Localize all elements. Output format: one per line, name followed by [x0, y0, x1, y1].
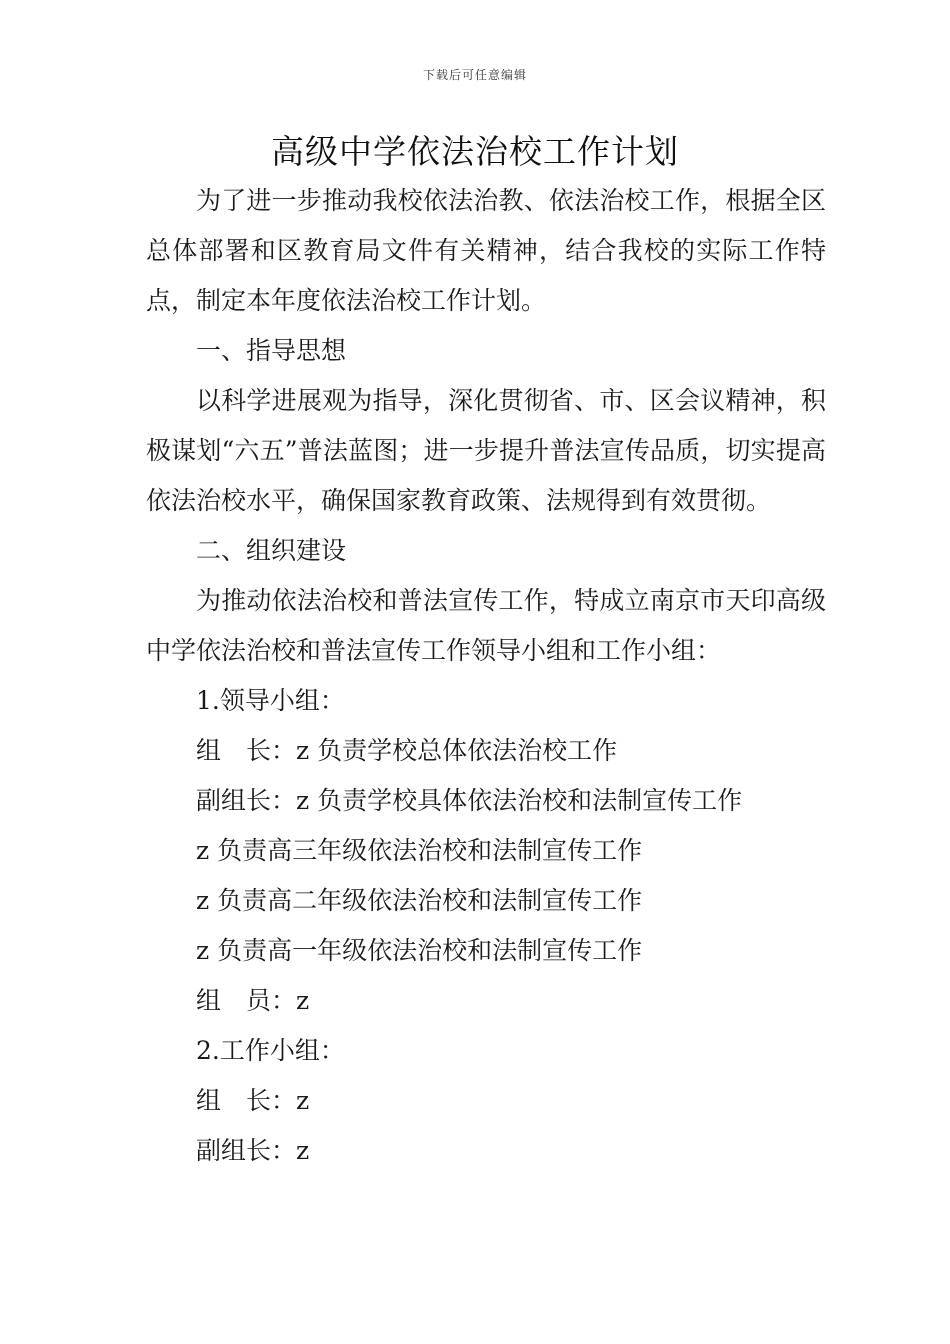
list-item: 组 长：z 负责学校总体依法治校工作: [196, 736, 618, 765]
list-item: 组 员：z: [196, 986, 310, 1015]
list-item: 1.领导小组：: [196, 686, 345, 715]
organization-paragraph: 为推动依法治校和普法宣传工作，特成立南京市天印高级中学依法治校和普法宣传工作领导小组和工作小组：: [146, 586, 826, 665]
intro-paragraph: 为了进一步推动我校依法治教、依法治校工作，根据全区总体部署和区教育局文件有关精神，结合我校的实际工作特点，制定本年度依法治校工作计划。: [146, 186, 826, 315]
section-heading-guiding-ideology: 一、指导思想: [196, 336, 347, 365]
list-item: 副组长：z 负责学校具体依法治校和法制宣传工作: [196, 786, 743, 815]
list-item: 组 长：z: [196, 1086, 310, 1115]
list-item: z 负责高三年级依法治校和法制宣传工作: [196, 836, 643, 865]
page-title: 高级中学依法治校工作计划: [271, 132, 679, 171]
header-note: 下载后可任意编辑: [422, 68, 527, 82]
document-body: [146, 176, 826, 1176]
section-heading-organization: 二、组织建设: [196, 536, 347, 565]
list-item: 副组长：z: [196, 1136, 310, 1165]
list-item: z 负责高二年级依法治校和法制宣传工作: [196, 886, 643, 915]
list-item: z 负责高一年级依法治校和法制宣传工作: [196, 936, 643, 965]
guiding-ideology-paragraph: 以科学进展观为指导，深化贯彻省、市、区会议精神，积极谋划“六五”普法蓝图；进一步提升普法宣传品质，切实提高依法治校水平，确保国家教育政策、法规得到有效贯彻。: [146, 386, 826, 515]
list-item: 2.工作小组：: [196, 1036, 345, 1065]
